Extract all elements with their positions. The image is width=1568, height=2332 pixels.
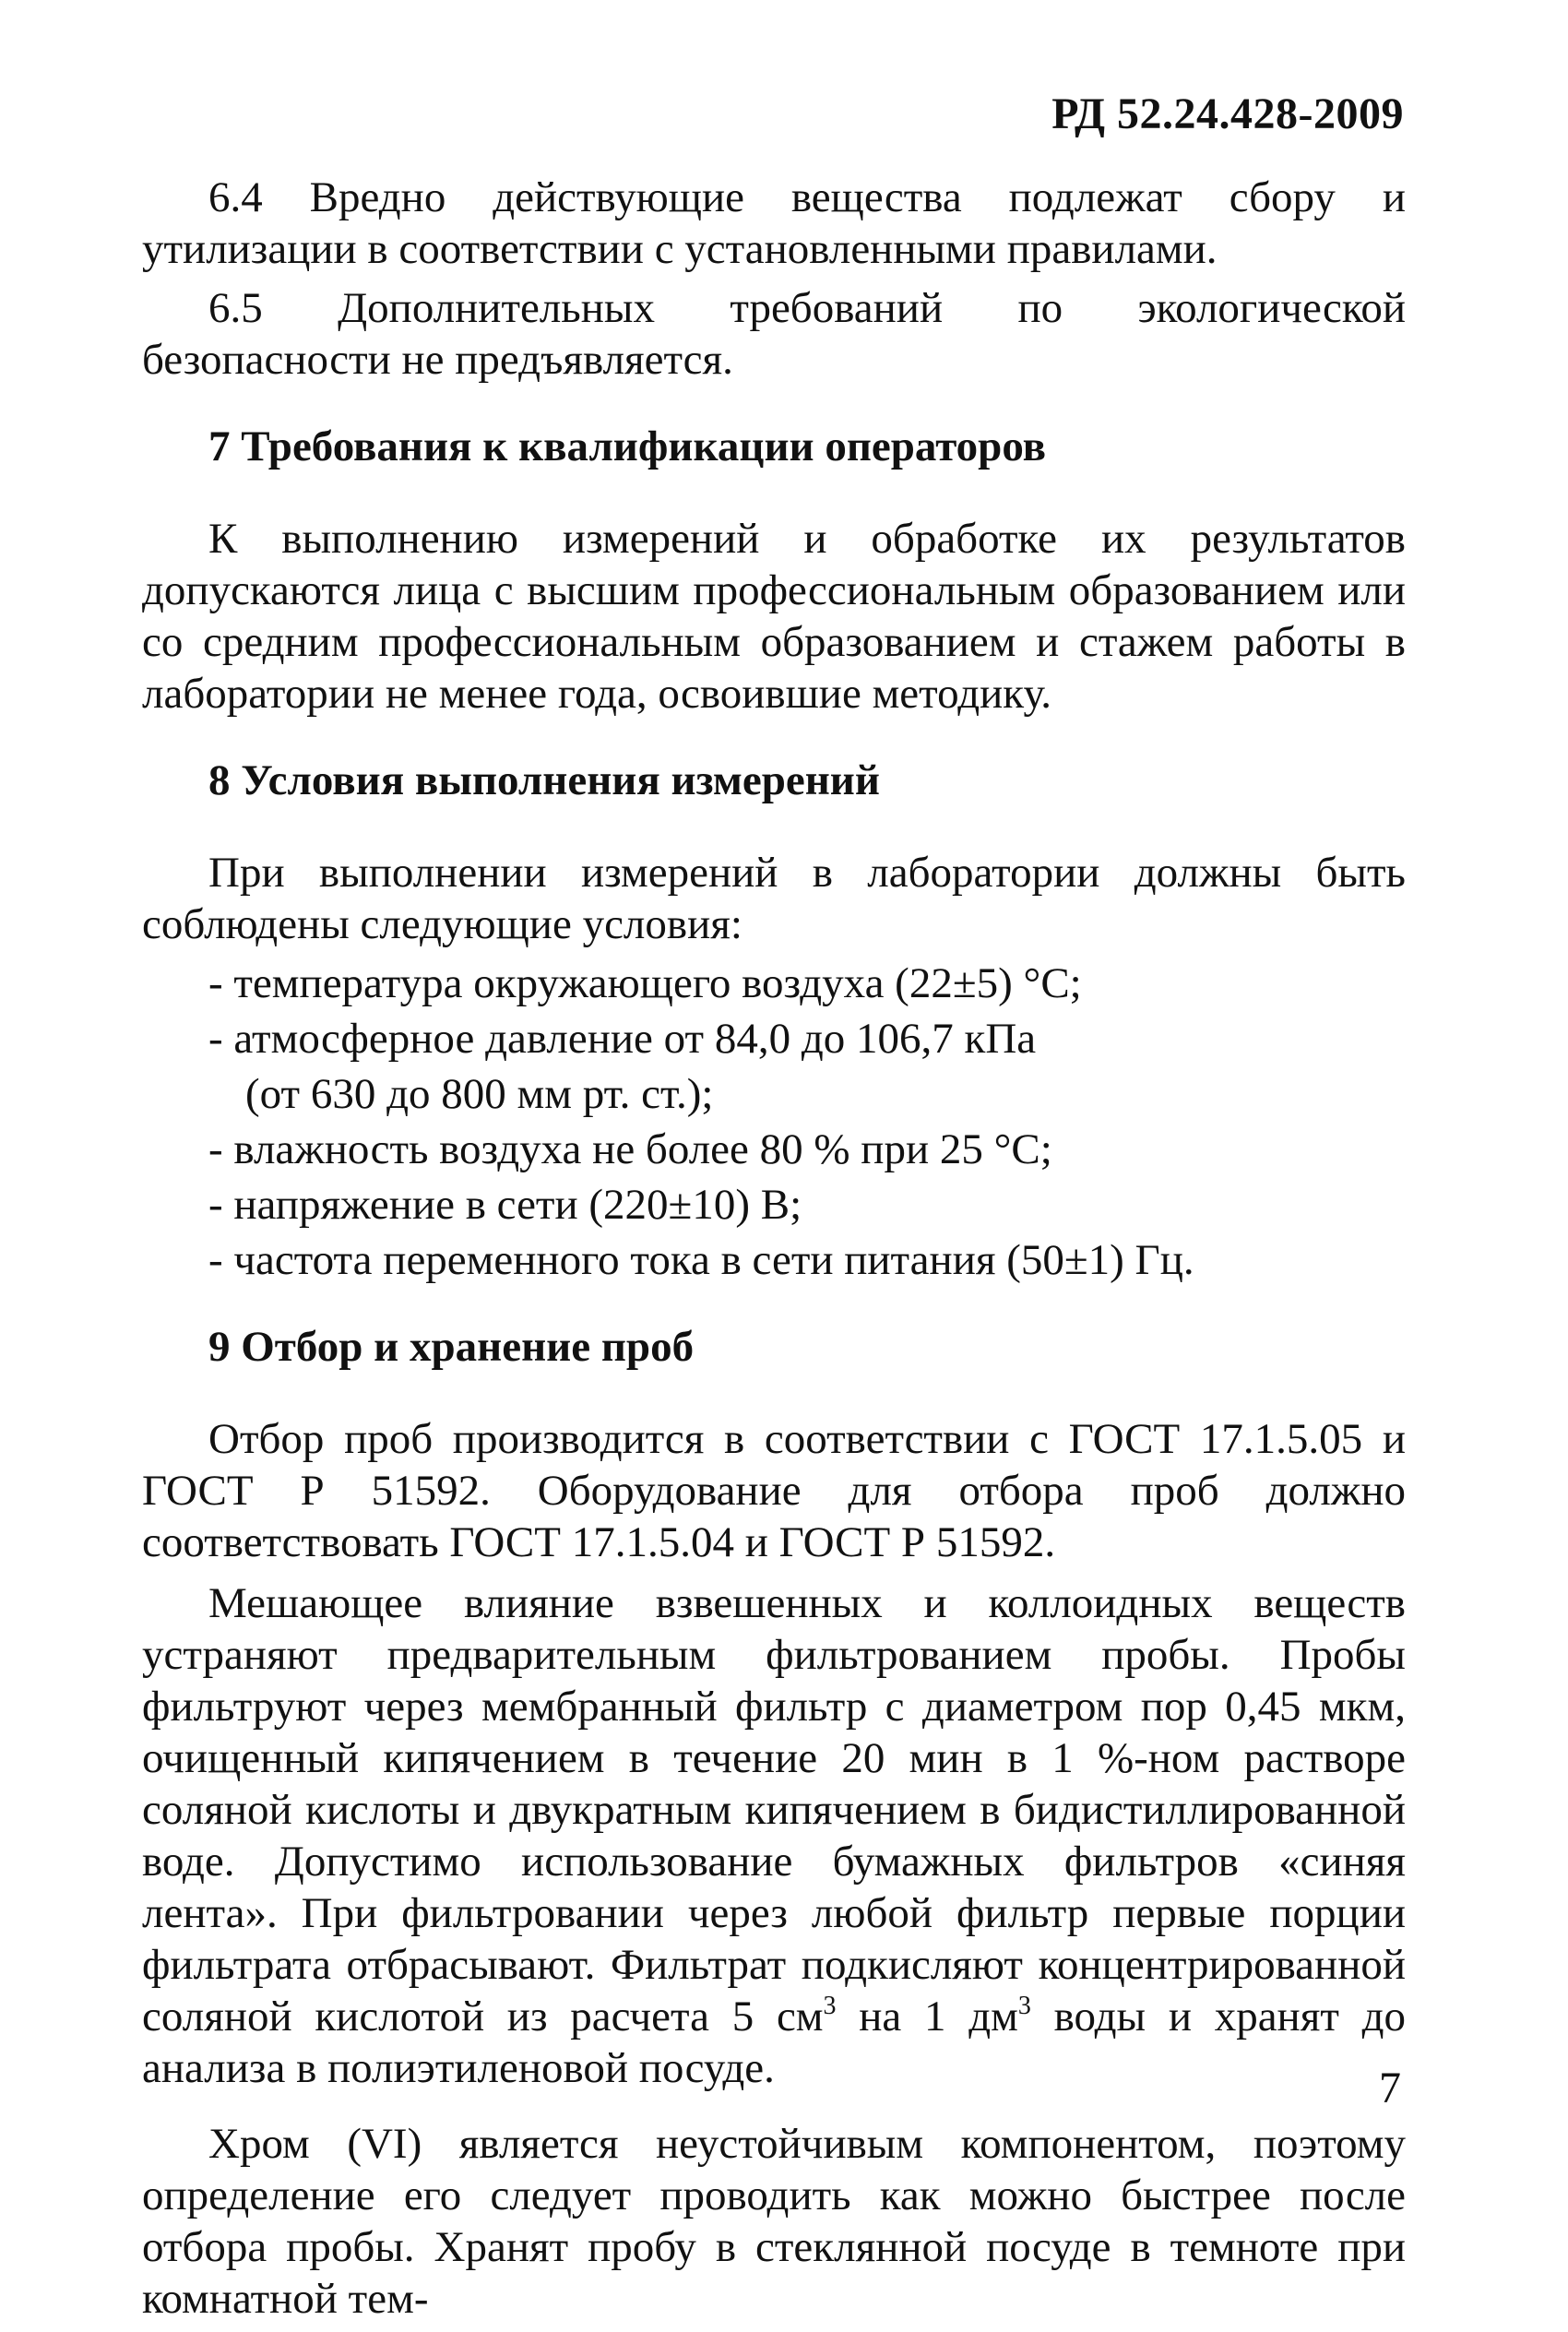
paragraph-9-3: Хром (VI) является неустойчивым компонентом, поэтому определение его следует проводить как можно быстрее после отбора пробы. Хранят пробу в стеклянной посуде в темноте при комнатной тем- [142,2120,1406,2323]
conditions-list [142,958,1406,1286]
paragraph-9-2-text-part-1: Мешающее влияние взвешенных и коллоидных веществ устраняют предварительным фильтрованием пробы. Пробы фильтруют через мембранный фильтр с диаметром пор 0,45 мкм, очищенный кипячением в течение 20 мин в 1 %-ном растворе соляной кислоты и двукратным кипячением в бидистиллированной воде. Допустимо использование бумажных фильтров «синяя лента». При фильтровании через любой фильтр первые порции фильтрата отбрасывают. Фильтрат подкисляют концентрированной соляной кислотой из расчета 5 см [142,1579,1406,2040]
paragraph-9-2 [142,1577,1406,2094]
paragraph-9-1: Отбор проб производится в соответствии с ГОСТ 17.1.5.05 и ГОСТ Р 51592. Оборудование для отбора проб должно соответствовать ГОСТ 17.1.5.04 и ГОСТ Р 51592. [142,1415,1406,1566]
document-content [142,172,1406,2332]
condition-frequency: - частота переменного тока в сети питания (50±1) Гц. [208,1236,1194,1284]
document-code: РД 52.24.428-2009 [1051,89,1404,138]
section-heading-8: 8 Условия выполнения измерений [208,756,880,804]
paragraph-9-2-text-part-3: воды и хранят до анализа в полиэтиленовой посуде. [142,1993,1406,2092]
section-heading-7: 7 Требования к квалификации операторов [208,422,1047,470]
condition-temperature: - температура окружающего воздуха (22±5) °С; [208,959,1082,1007]
paragraph-6-4: 6.4 Вредно действующие вещества подлежат сбору и утилизации в соответствии с установленными правилами. [142,173,1406,273]
paragraph-7: К выполнению измерений и обработке их результатов допускаются лица с высшим профессиональным образованием или со средним профессиональным образованием и стажем работы в лаборатории не менее года, освоившие методику. [142,515,1406,718]
condition-pressure: - атмосферное давление от 84,0 до 106,7 кПа [208,1015,1037,1063]
cubic-decimeter-superscript: 3 [1017,1992,1031,2020]
condition-pressure-mmhg: (от 630 до 800 мм рт. ст.); [245,1070,714,1118]
cubic-centimeter-superscript: 3 [823,1992,837,2020]
condition-humidity: - влажность воздуха не более 80 % при 25 °С; [208,1125,1052,1173]
page-number: 7 [1379,2064,1401,2112]
section-heading-9: 9 Отбор и хранение проб [208,1323,695,1371]
paragraph-9-2-text-part-2: на 1 дм [836,1993,1018,2040]
condition-voltage: - напряжение в сети (220±10) В; [208,1181,802,1229]
paragraph-8-intro: При выполнении измерений в лаборатории должны быть соблюдены следующие условия: [142,849,1406,948]
paragraph-6-5: 6.5 Дополнительных требований по экологической безопасности не предъявляется. [142,284,1406,384]
